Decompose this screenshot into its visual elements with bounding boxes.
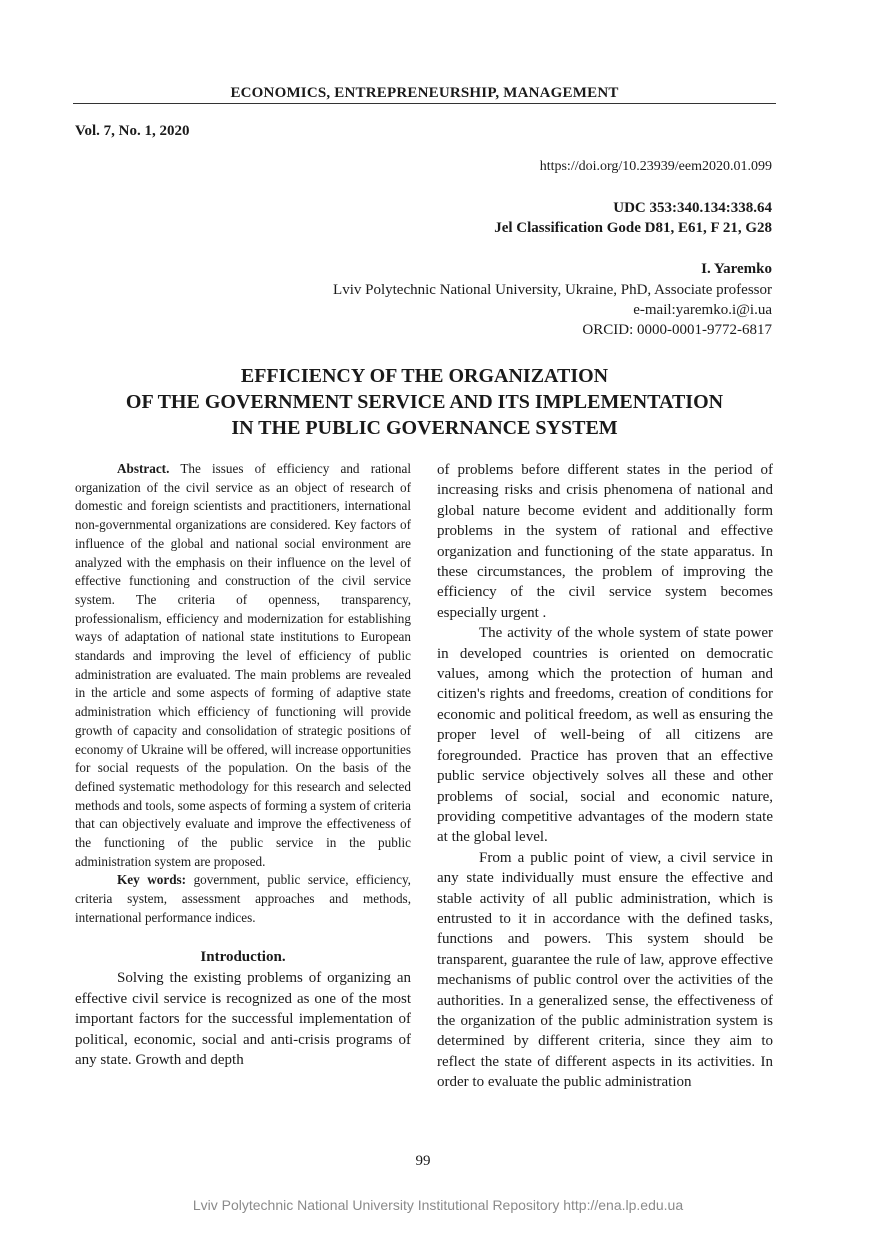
- introduction-paragraph-1: Solving the existing problems of organizing an effective civil service is recognized as one of the most important factors for the successful implementation of political, economic, social and anti-crisis programs of any state. Growth and depth: [75, 970, 411, 1068]
- doi-link[interactable]: https://doi.org/10.23939/eem2020.01.099: [539, 159, 772, 174]
- title-line-3: IN THE PUBLIC GOVERNANCE SYSTEM: [231, 417, 618, 439]
- page-number: 99: [415, 1153, 431, 1169]
- author-name: I. Yaremko: [701, 261, 772, 277]
- volume-issue: Vol. 7, No. 1, 2020: [75, 123, 190, 139]
- abstract-label: Abstract.: [117, 461, 170, 476]
- author-affiliation: Lviv Polytechnic National University, Ukraine, PhD, Associate professor: [333, 282, 772, 298]
- title-line-1: EFFICIENCY OF THE ORGANIZATION: [240, 365, 609, 387]
- abstract-paragraph: [75, 460, 411, 871]
- keywords-paragraph: [75, 871, 411, 927]
- repository-footer: Lviv Polytechnic National University Institutional Repository http://ena.lp.edu.ua: [192, 1197, 684, 1213]
- abstract-text: The issues of efficiency and rational organization of the civil service as an object of research of domestic and foreign scientists and practitioners, international non-governmental organizations are considered. Key factors of influence of the global and national social environment are analyzed with the emphasis on their influence on the level of effective functioning and construction of the civil service system. The criteria of openness, transparency, professionalism, efficiency and modernization for establishing ways of adaptation of national state institutions to European standards and improving the level of efficiency of public administration are evaluated. The main problems are revealed in the article and some aspects of forming of adaptive state administration which efficiency of functioning will provide growth of capacity and consolidation of strategic positions of economy of Ukraine will be offered, will increase opportunities for social requests of the population. On the basis of the defined systematic methodology for this research and selected methods and tools, some aspects of forming a system of criteria that can objectively evaluate and improve the effectiveness of the functioning of the public service in the public administration system are proposed.: [75, 461, 411, 869]
- keywords-text: government, public service, efficiency, criteria system, assessment approaches and methods, international performance indices.: [75, 872, 411, 925]
- right-column: [437, 460, 773, 1093]
- keywords-label: Key words:: [117, 872, 187, 888]
- paper-title: [73, 363, 776, 441]
- author-orcid: ORCID: 0000-0001-9772-6817: [582, 322, 772, 338]
- left-column: [75, 460, 411, 1070]
- introduction-paragraph-1-continued: of problems before different states in the period of increasing risks and crisis phenomena of national and global nature become evident and additionally form problems in the system of rational and effective organization and functioning of the state apparatus. In these circumstances, the problem of improving the efficiency of the civil service system becomes especially urgent .: [437, 462, 773, 621]
- udc-code: UDC 353:340.134:338.64: [613, 200, 772, 216]
- author-email[interactable]: e-mail:yaremko.i@i.ua: [633, 302, 772, 318]
- journal-header: ECONOMICS, ENTREPRENEURSHIP, MANAGEMENT: [230, 85, 619, 101]
- jel-classification: Jel Classification Gode D81, E61, F 21, G28: [494, 220, 772, 236]
- introduction-paragraph-3: From a public point of view, a civil service in any state individually must ensure the effective and stable activity of all public administration, which is entrusted to it in accordance with the defined tasks, functions and powers. This system should be transparent, guarantee the rule of law, approve effective mechanisms of public control over the activities of the authorities. In a generalized sense, the effectiveness of the organization of the public administration system is determined by different criteria, since they aim to reflect the state of different aspects in its activities. In order to evaluate the public administration: [437, 849, 773, 1091]
- header-divider: [73, 103, 776, 104]
- title-line-2: OF THE GOVERNMENT SERVICE AND ITS IMPLEMENTATION: [125, 391, 724, 413]
- introduction-heading: Introduction.: [200, 948, 286, 965]
- introduction-paragraph-2: The activity of the whole system of state power in developed countries is oriented on democratic values, among which the protection of human and citizen's rights and freedoms, creation of conditions for economic and political freedom, as well as ensuring the proper level of well-being of all citizens are foregrounded. Practice has proven that an effective public service objectively solves all these and other problems of social, social and economic nature, providing competitive advantages of the modern state at the global level.: [437, 625, 773, 846]
